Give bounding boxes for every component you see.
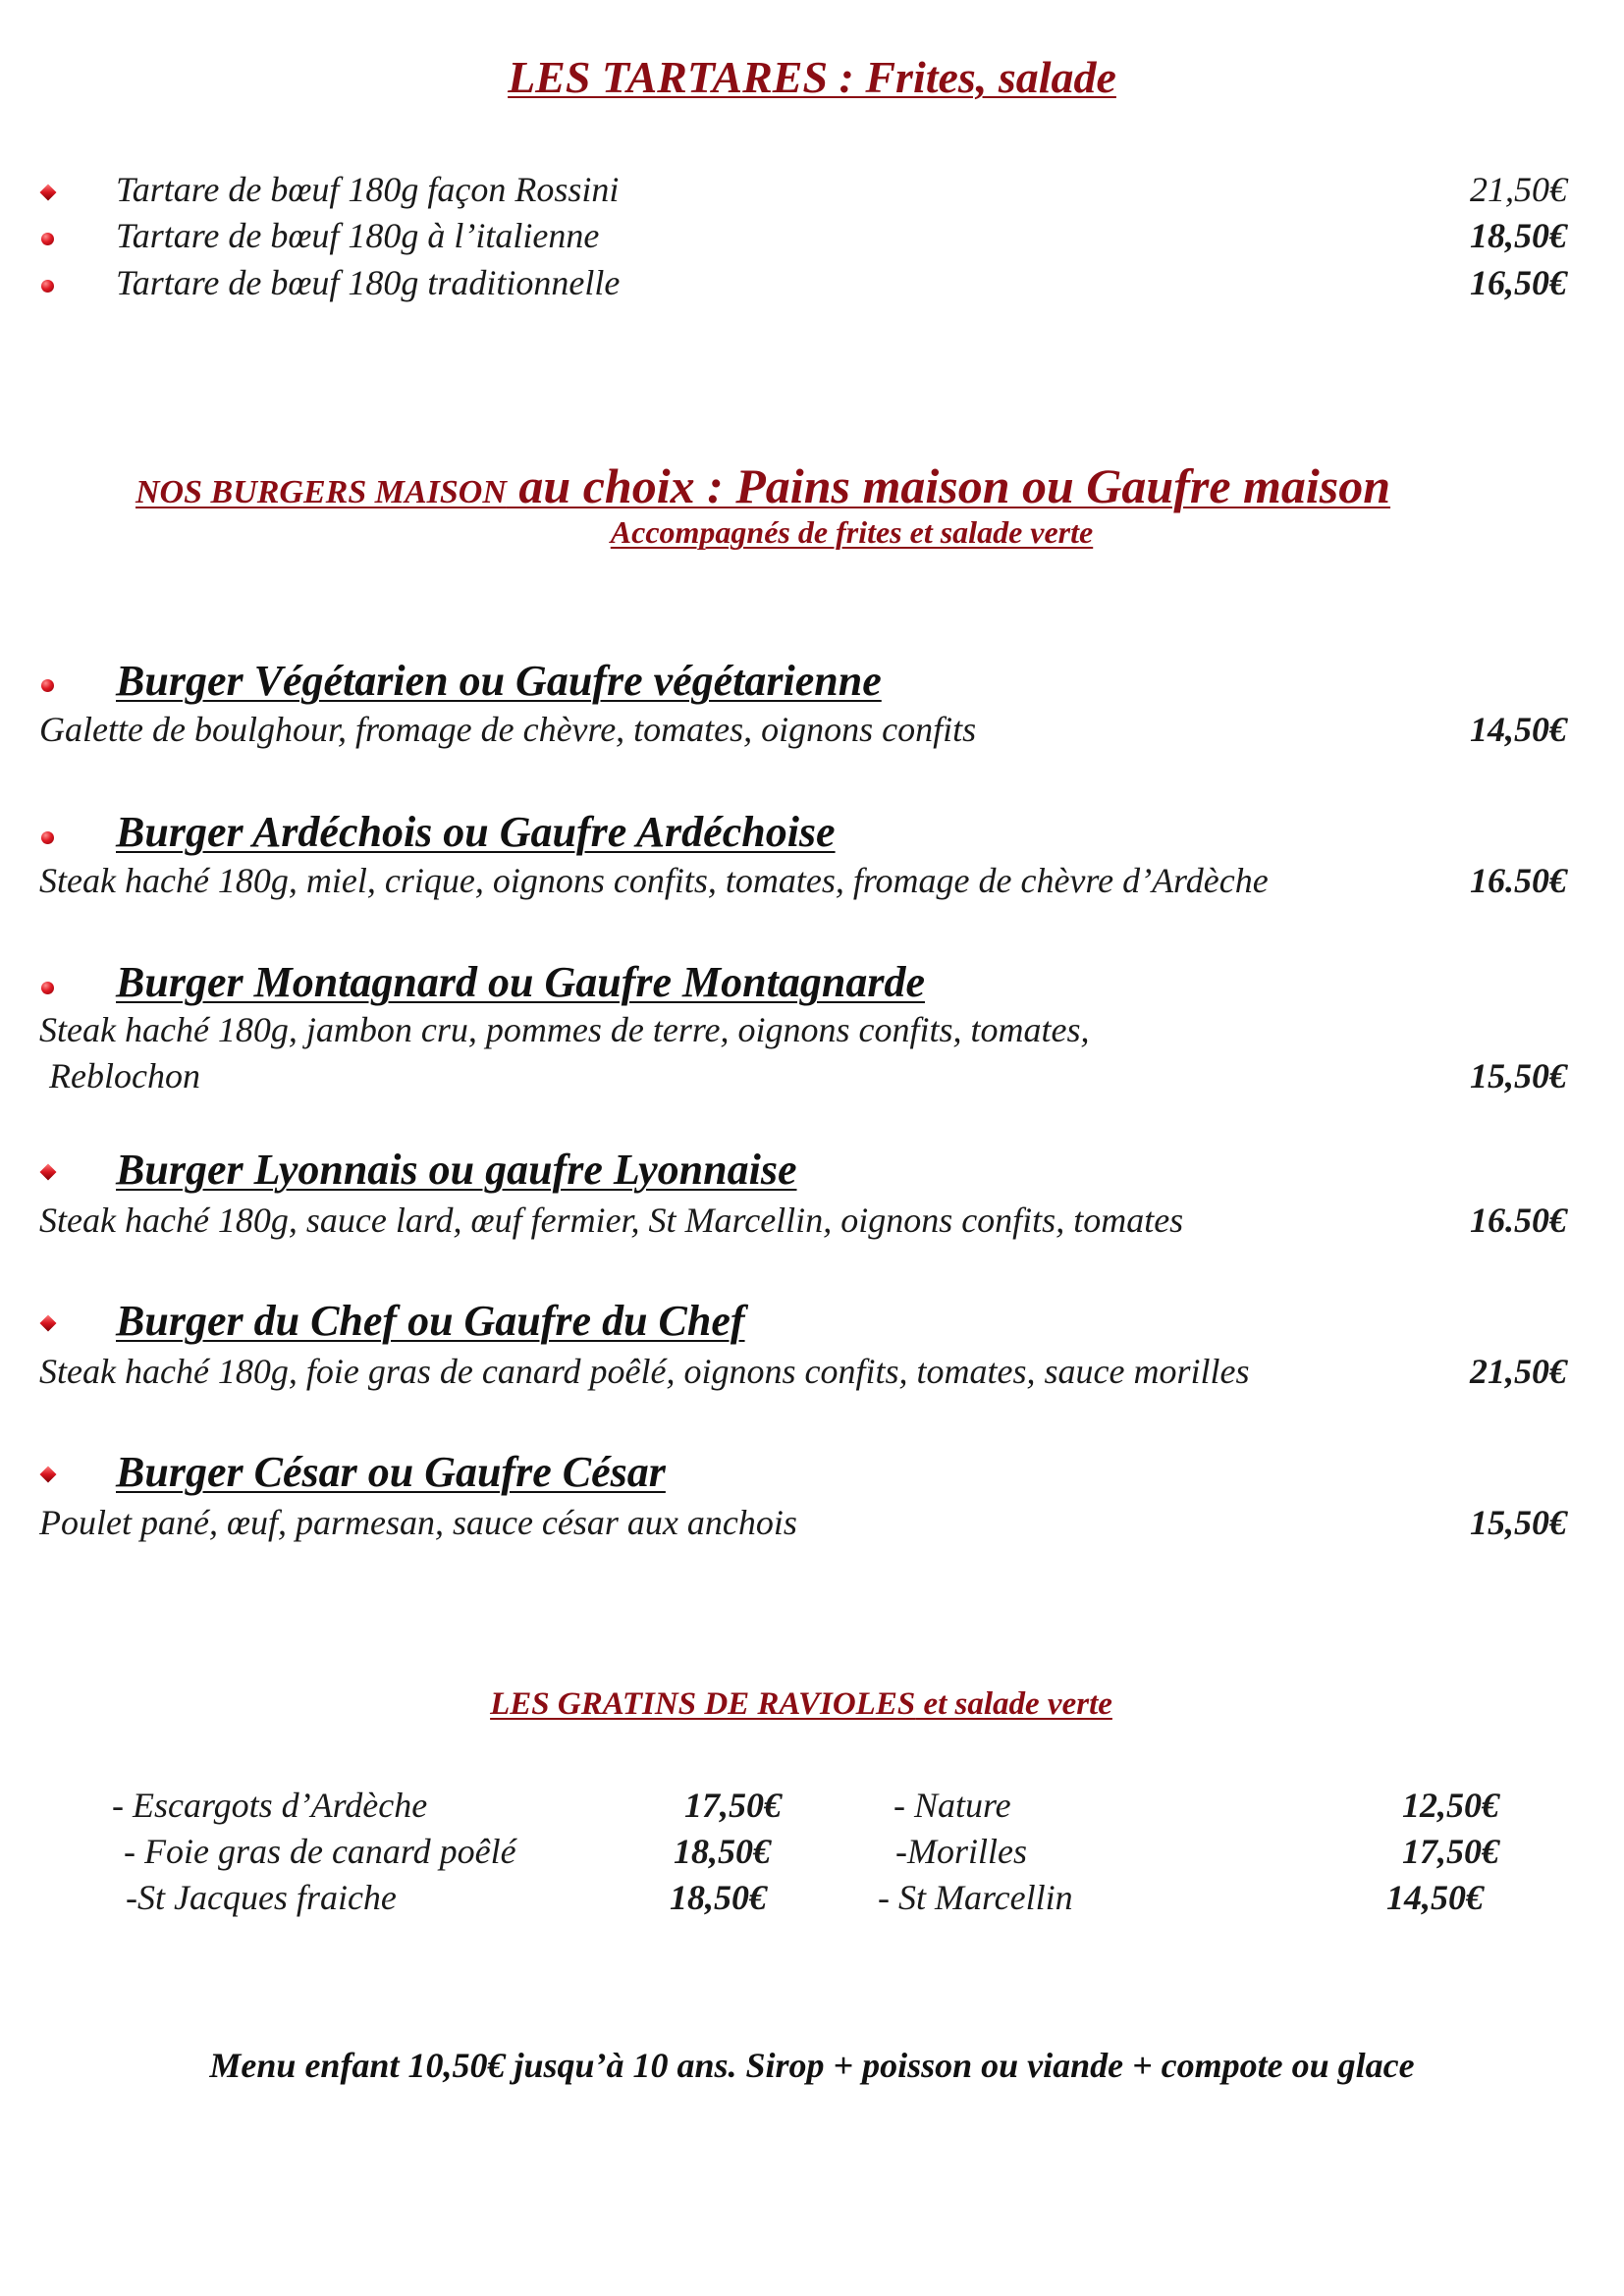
gratin-item-label: -St Jacques fraiche (126, 1878, 397, 1917)
tartare-item-price: 18,50€ (1470, 216, 1567, 255)
burger-name: Burger Ardéchois ou Gaufre Ardéchoise (116, 808, 836, 856)
gratins-title-part1: LES GRATINS DE RAVIOLES (490, 1686, 916, 1722)
tartare-item-price: 16,50€ (1470, 263, 1567, 302)
tartares-title: LES TARTARES : Frites, salade (508, 52, 1116, 102)
gratin-item-label: - Foie gras de canard poêlé (124, 1832, 516, 1871)
burger-price: 21,50€ (1470, 1352, 1567, 1391)
burger-price: 16.50€ (1470, 1201, 1567, 1240)
burger-price: 15,50€ (1470, 1503, 1567, 1542)
tartare-item-price: 21,50€ (1470, 170, 1567, 209)
burger-description: Poulet pané, œuf, parmesan, sauce césar aux anchois (39, 1503, 797, 1542)
round-bullet-icon (41, 280, 54, 293)
burger-price: 14,50€ (1470, 710, 1567, 749)
round-bullet-icon (41, 831, 54, 844)
burger-description-continued: Reblochon (49, 1056, 200, 1095)
gratin-item-label: - Nature (893, 1786, 1011, 1825)
burgers-title (135, 457, 1390, 514)
diamond-bullet-icon (40, 185, 57, 201)
gratins-title-part2: et salade verte (915, 1686, 1112, 1722)
burgers-subtitle: Accompagnés de frites et salade verte (610, 514, 1094, 550)
burger-price: 16.50€ (1470, 861, 1567, 900)
burger-description: Steak haché 180g, jambon cru, pommes de terre, oignons confits, tomates, (39, 1010, 1090, 1049)
burger-description: Steak haché 180g, foie gras de canard poêlé, oignons confits, tomates, sauce morilles (39, 1352, 1250, 1391)
burger-description: Galette de boulghour, fromage de chèvre, tomates, oignons confits (39, 710, 977, 749)
burger-name: Burger César ou Gaufre César (116, 1448, 666, 1496)
round-bullet-icon (41, 982, 54, 994)
burgers-title-part1: NOS BURGERS MAISON (135, 474, 507, 510)
diamond-bullet-icon (40, 1164, 57, 1181)
burger-price: 15,50€ (1470, 1056, 1567, 1095)
gratin-item-price: 12,50€ (1402, 1786, 1499, 1825)
burger-name: Burger Lyonnais ou gaufre Lyonnaise (116, 1146, 797, 1194)
burger-name: Burger du Chef ou Gaufre du Chef (116, 1297, 745, 1345)
gratin-item-price: 17,50€ (1402, 1832, 1499, 1871)
burger-name: Burger Montagnard ou Gaufre Montagnarde (116, 958, 925, 1006)
gratin-item-price: 14,50€ (1386, 1878, 1484, 1917)
gratin-item-label: - St Marcellin (878, 1878, 1073, 1917)
tartare-item-label: Tartare de bœuf 180g traditionnelle (116, 263, 621, 302)
burger-name: Burger Végétarien ou Gaufre végétarienne (116, 657, 882, 705)
gratins-title (0, 1686, 1602, 1723)
round-bullet-icon (41, 233, 54, 245)
gratin-item-label: - Escargots d’Ardèche (112, 1786, 428, 1825)
burger-description: Steak haché 180g, miel, crique, oignons confits, tomates, fromage de chèvre d’Ardèche (39, 861, 1269, 900)
round-bullet-icon (41, 679, 54, 692)
burgers-title-part2: au choix : Pains maison ou Gaufre maison (506, 458, 1391, 513)
tartare-item-label: Tartare de bœuf 180g à l’italienne (116, 216, 600, 255)
burger-description: Steak haché 180g, sauce lard, œuf fermier, St Marcellin, oignons confits, tomates (39, 1201, 1184, 1240)
gratin-item-price: 17,50€ (684, 1786, 782, 1825)
menu-enfant: Menu enfant 10,50€ jusqu’à 10 ans. Sirop + poisson ou viande + compote ou glace (209, 2046, 1415, 2085)
gratin-item-label: -Morilles (895, 1832, 1027, 1871)
tartare-item-label: Tartare de bœuf 180g façon Rossini (116, 170, 620, 209)
gratin-item-price: 18,50€ (670, 1878, 767, 1917)
gratin-item-price: 18,50€ (674, 1832, 771, 1871)
diamond-bullet-icon (40, 1315, 57, 1332)
diamond-bullet-icon (40, 1467, 57, 1483)
